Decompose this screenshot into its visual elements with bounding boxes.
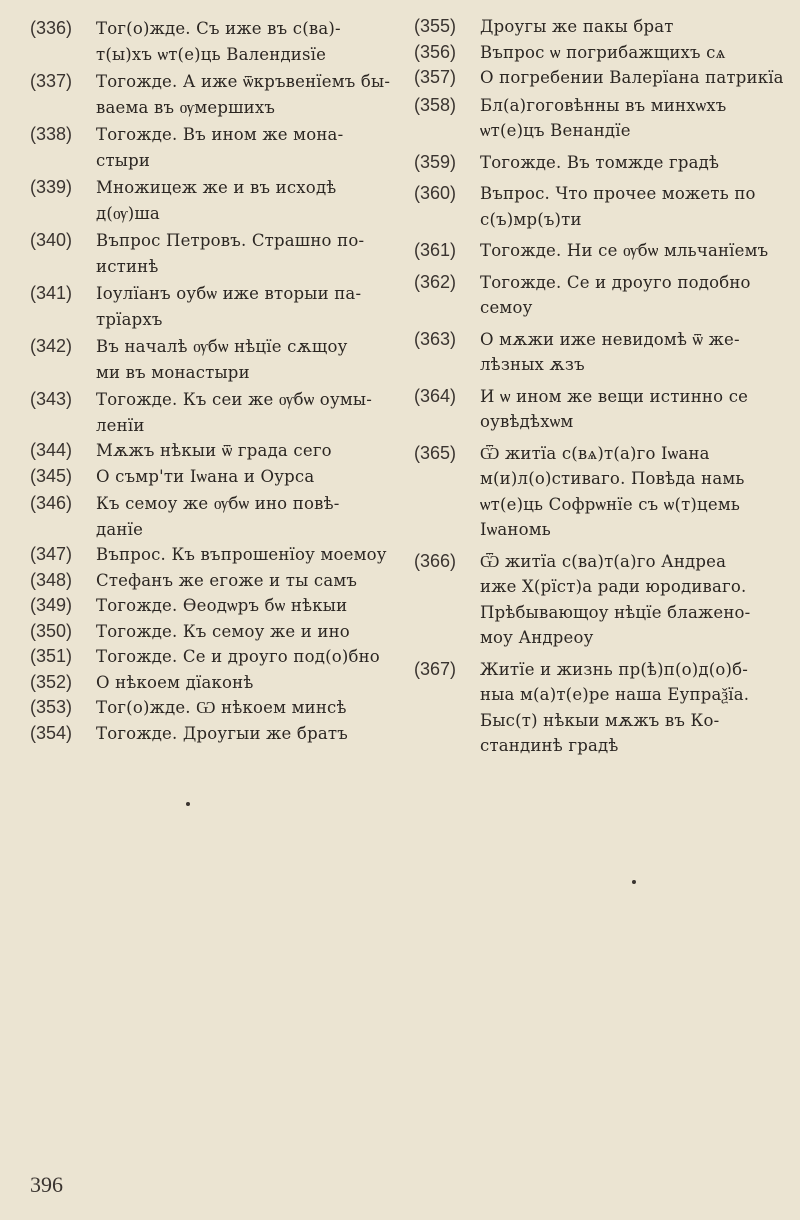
entry-line: Тогожде. Се и дроуго под(о)бно [96, 647, 380, 666]
entry-title [96, 670, 253, 696]
toc-entry [30, 122, 400, 173]
entry-title [96, 568, 357, 594]
entry-title [480, 270, 751, 321]
toc-entry [30, 619, 400, 645]
entry-line: Тог(о)жде. Съ иже въ с(ва)- [96, 19, 341, 38]
entry-title [96, 695, 347, 721]
entry-number: (340) [30, 230, 73, 250]
toc-entry [414, 384, 789, 435]
entry-title [96, 387, 372, 438]
entry-number: (354) [30, 722, 73, 743]
entry-title [96, 542, 387, 568]
entry-number: (352) [30, 671, 73, 692]
entry-number: (336) [30, 18, 73, 38]
toc-entry [414, 150, 789, 176]
entry-line: Тогожде. Къ семоу же и ино [96, 621, 350, 641]
entry-line: Множицеж же и въ исходѣ [96, 178, 337, 197]
entry-title [480, 150, 719, 176]
entry-line: О мѫжи иже невидомѣ ѿ же- [480, 329, 740, 349]
entry-line: Тог(о)жде. Ѡ нѣкоем минсѣ [96, 698, 347, 717]
entry-title [96, 619, 350, 645]
entry-title [96, 69, 390, 120]
toc-entry [30, 69, 400, 120]
entry-number: (360) [414, 183, 457, 203]
entry-title [96, 644, 380, 670]
entry-number: (337) [30, 71, 73, 91]
entry-number: (351) [30, 646, 73, 666]
entry-line: Тогожде. А иже ѿкръвенїемъ бы- [96, 72, 391, 91]
toc-entry [30, 593, 400, 619]
toc-entry [30, 438, 400, 464]
toc-entry [414, 40, 789, 66]
entry-title [96, 464, 314, 490]
entry-line: семоу [480, 298, 533, 317]
toc-entry [30, 670, 400, 696]
toc-entry [414, 441, 789, 543]
entry-line: ваема въ ѹмершихъ [96, 97, 276, 117]
entry-number: (363) [414, 328, 457, 349]
entry-line: стандинѣ градѣ [480, 736, 619, 755]
entry-title [96, 593, 347, 619]
entry-line: Житїе и жизнь пр(ѣ)п(о)д(о)б- [480, 659, 749, 679]
toc-entry [30, 334, 400, 385]
entry-line: ѡт(е)цъ Венандїе [480, 121, 631, 140]
entry-line: моу Андреоу [480, 628, 594, 647]
entry-title [96, 175, 336, 226]
entry-line: Быс(т) нѣкыи мѫжъ въ Ко- [480, 710, 720, 730]
entry-line: ныа м(а)т(е)ре наша Еупраѯїа. [480, 685, 750, 704]
entry-title [480, 181, 756, 232]
entry-number: (348) [30, 569, 73, 590]
entry-line: Въпрос. Что прочее можеть по [480, 184, 756, 203]
entry-line: И ѡ ином же вещи истинно се [480, 386, 749, 406]
entry-number: (356) [414, 41, 457, 62]
toc-entry [30, 175, 400, 226]
toc-entry [30, 16, 400, 67]
entry-line: Мѫжъ нѣкыи ѿ града сего [96, 441, 332, 460]
entry-title [96, 438, 332, 464]
entry-line: стыри [96, 150, 151, 170]
entry-number: (345) [30, 465, 73, 486]
entry-title [480, 549, 750, 651]
entry-number: (342) [30, 336, 73, 356]
entry-title [480, 238, 768, 264]
entry-title [96, 228, 364, 279]
entry-title [96, 334, 348, 385]
speck [186, 802, 190, 806]
entry-number: (338) [30, 124, 73, 144]
entry-title [96, 491, 340, 542]
entry-line: Тогожде. Ни се ѹбѡ мльчанїемъ [480, 241, 769, 260]
speck [632, 880, 636, 884]
entry-line: О съмр'ти Iѡана и Оурса [96, 466, 315, 486]
toc-entry [414, 14, 789, 40]
entry-line: Тогожде. Се и дроуго подобно [480, 272, 751, 292]
toc-entry [30, 721, 400, 747]
entry-number: (355) [414, 16, 457, 36]
toc-entry [414, 181, 789, 232]
entry-number: (346) [30, 493, 73, 513]
entry-line: трїархъ [96, 309, 163, 329]
toc-entry [30, 281, 400, 332]
toc-entry [414, 327, 789, 378]
entry-title [480, 384, 748, 435]
toc-entry [414, 238, 789, 264]
entry-number: (350) [30, 620, 73, 641]
entry-number: (353) [30, 697, 73, 717]
entry-line: Ioулїанъ оубѡ иже вторыи па- [96, 284, 362, 303]
entry-title [96, 721, 348, 747]
page-number: 396 [30, 1172, 63, 1197]
entry-number: (344) [30, 440, 73, 460]
entry-title [480, 40, 726, 66]
entry-line: Ѿ житїа с(ва)т(а)го Андреа [480, 551, 727, 571]
entry-line: Въ началѣ ѹбѡ нѣцїе сѫщоу [96, 337, 348, 356]
entry-line: Тогожде. Въ ином же мона- [96, 125, 344, 144]
entry-title [96, 16, 341, 67]
right-column [414, 14, 789, 759]
entry-line: О погребении Валерїана патрикїа [480, 68, 784, 87]
entry-number: (366) [414, 550, 457, 571]
entry-line: Дроугы же пакы брат [480, 17, 674, 36]
entry-title [480, 441, 745, 543]
toc-entry [30, 387, 400, 438]
toc-entry [30, 491, 400, 542]
toc-entry [30, 568, 400, 594]
entry-line: Въпрос. Къ въпрошенїоу моемоу [96, 545, 387, 564]
toc-entry [414, 65, 789, 91]
entry-title [96, 281, 361, 332]
entry-number: (358) [414, 94, 457, 115]
entry-line: оувѣдѣхѡм [480, 412, 574, 431]
entry-line: иже Х(рїст)а ради юродиваго. [480, 577, 747, 596]
toc-entry [30, 228, 400, 279]
entry-number: (357) [414, 67, 457, 87]
entry-line: т(ы)хъ ѡт(е)ць Валендиѕїе [96, 44, 327, 64]
toc-entry [30, 542, 400, 568]
toc-entry [30, 695, 400, 721]
entry-title [480, 65, 784, 91]
entry-number: (365) [414, 442, 457, 463]
left-column [30, 14, 400, 746]
entry-title [480, 327, 740, 378]
entry-line: лѣзных ѫзъ [480, 355, 585, 374]
entry-title [480, 657, 749, 759]
toc-entry [30, 644, 400, 670]
entry-title [480, 93, 727, 144]
toc-entry [414, 657, 789, 759]
entry-line: Iѡаномь [480, 520, 551, 539]
entry-line: Въпрос Петровъ. Страшно по- [96, 231, 365, 250]
entry-line: Ѿ житїа с(вѧ)т(а)го Iѡана [480, 443, 710, 463]
entry-line: м(и)л(о)стиваго. Повѣда намь [480, 469, 745, 488]
entry-line: Тогожде. Къ сеи же ѹбѡ оумы- [96, 390, 372, 409]
entry-number: (361) [414, 240, 457, 260]
entry-number: (349) [30, 595, 73, 615]
entry-number: (347) [30, 544, 73, 564]
toc-entry [414, 270, 789, 321]
entry-line: Прѣбывающоу нѣцїе блажено- [480, 602, 751, 622]
entry-number: (362) [414, 271, 457, 292]
toc-entry [414, 549, 789, 651]
toc-entry [30, 464, 400, 490]
entry-line: данїе [96, 519, 144, 539]
entry-number: (339) [30, 177, 73, 197]
entry-title [480, 14, 674, 40]
entry-line: д(ѹ)ша [96, 203, 160, 223]
toc-entry [414, 93, 789, 144]
entry-line: ленїи [96, 415, 145, 435]
entry-number: (341) [30, 283, 73, 303]
entry-number: (367) [414, 658, 457, 679]
entry-line: Къ семоу же ѹбѡ ино повѣ- [96, 494, 340, 513]
entry-number: (364) [414, 385, 457, 406]
entry-number: (359) [414, 151, 457, 172]
entry-line: Стефанъ же егоже и ты самъ [96, 570, 358, 590]
entry-line: Бл(а)гоговѣнны въ минхѡхъ [480, 95, 727, 115]
entry-line: Въпрос ѡ погрибажщихъ сѧ [480, 42, 726, 62]
entry-title [96, 122, 343, 173]
entry-number: (343) [30, 389, 73, 409]
entry-line: с(ъ)мр(ъ)ти [480, 209, 582, 229]
entry-line: О нѣкоем дїаконѣ [96, 672, 254, 692]
entry-line: Тогожде. Дроугыи же братъ [96, 723, 348, 743]
entry-line: Тогожде. Ѳеодѡръ бѡ нѣкыи [96, 596, 348, 615]
entry-line: ѡт(е)ць Софрѡнїе съ ѡ(т)цемь [480, 494, 741, 514]
entry-line: истинѣ [96, 256, 159, 276]
entry-line: ми въ монастыри [96, 362, 250, 382]
entry-line: Тогожде. Въ томжде градѣ [480, 152, 720, 172]
